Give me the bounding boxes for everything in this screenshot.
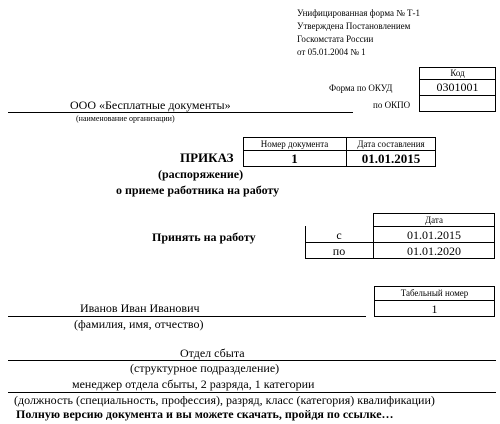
hire-date-header: Дата: [425, 215, 443, 225]
position-caption: (должность (специальность, профессия), разряд, класс (категория) квалификации): [14, 393, 435, 407]
department-name: Отдел сбыта: [180, 346, 245, 360]
doc-date-header: Дата составления: [357, 139, 425, 149]
organization-caption: (наименование организации): [76, 114, 175, 123]
form-note-line3: Госкомстата России: [297, 34, 374, 44]
tab-number-value: 1: [431, 302, 438, 316]
doc-number-header: Номер документа: [260, 139, 329, 149]
employee-name: Иванов Иван Иванович: [80, 301, 200, 315]
organization-name: ООО «Бесплатные документы»: [70, 98, 231, 112]
employee-caption: (фамилия, имя, отчество): [74, 317, 204, 331]
position-value: менеджер отдела сбыты, 2 разряда, 1 категории: [72, 377, 315, 391]
okpo-label: по ОКПО: [373, 100, 411, 110]
doc-date-value: 01.01.2015: [361, 151, 421, 166]
hire-label: Принять на работу: [152, 230, 256, 244]
order-about: о приеме работника на работу: [116, 183, 280, 197]
order-subtitle: (распоряжение): [158, 167, 244, 181]
hire-to-value: 01.01.2020: [407, 244, 461, 258]
order-title: ПРИКАЗ: [180, 150, 234, 165]
form-note-line1: Унифицированная форма № Т-1: [297, 8, 421, 18]
download-link[interactable]: Полную версию документа и вы можете скачать, пройдя по ссылке…: [16, 407, 394, 421]
okud-label: Форма по ОКУД: [329, 83, 393, 93]
hire-from-value: 01.01.2015: [407, 228, 461, 242]
form-note-line4: от 05.01.2004 № 1: [297, 47, 366, 57]
department-caption: (структурное подразделение): [130, 361, 280, 375]
codes-header: Код: [450, 68, 465, 78]
hire-to-label: по: [332, 244, 346, 258]
okud-code: 0301001: [436, 80, 479, 94]
form-note-line2: Утверждена Постановлением: [297, 21, 411, 31]
tab-number-header: Табельный номер: [400, 288, 469, 298]
hire-from-label: с: [336, 228, 342, 242]
doc-number-value: 1: [291, 151, 298, 166]
